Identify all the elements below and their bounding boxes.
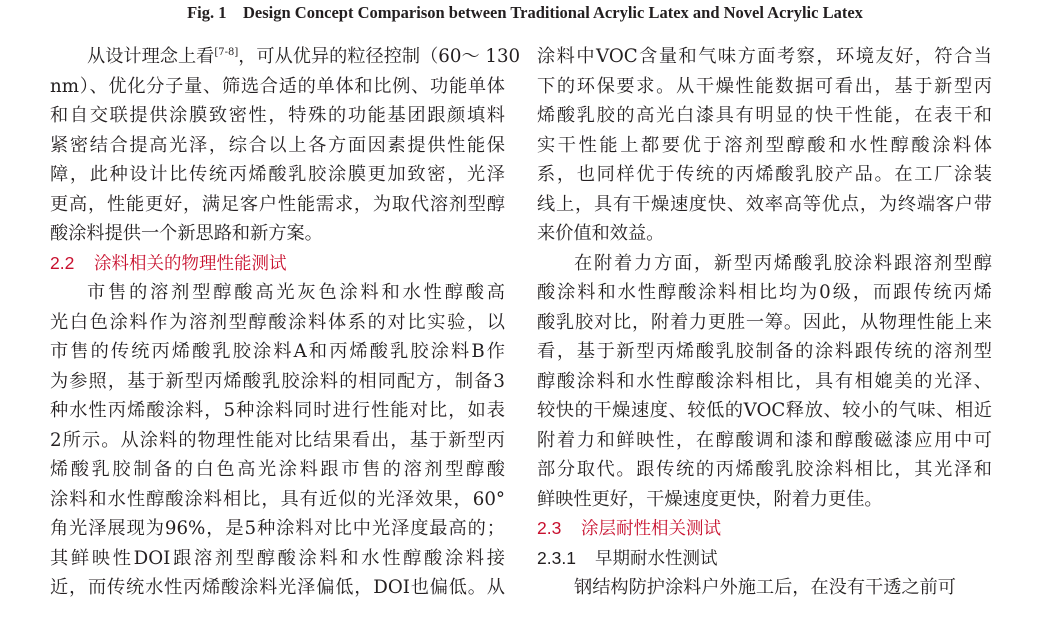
- paragraph-line: 其鲜映性DOI跟溶剂型醇酸涂料和水性醇酸涂料接: [50, 547, 505, 569]
- paragraph-line: nm）、优化分子量、筛选合适的单体和比例、功能单体: [50, 75, 505, 97]
- text-run: 从设计理念上看: [87, 46, 215, 67]
- paragraph-line: 障，此种设计比传统丙烯酸乳胶涂膜更加致密，光泽: [50, 164, 505, 185]
- section-number: 2.2: [50, 252, 75, 273]
- paragraph-line: 看，基于新型丙烯酸乳胶制备的涂料跟传统的溶剂型: [537, 341, 992, 362]
- paragraph-line: 市售的溶剂型醇酸高光灰色涂料和水性醇酸高: [87, 282, 505, 303]
- figure-caption: Fig. 1 Design Concept Comparison between Traditional Acrylic Latex and Novel Acrylic Latex: [187, 3, 863, 22]
- paragraph-line: [50, 42, 521, 72]
- section-heading-2-3-1: [537, 544, 992, 574]
- paragraph-line: 酸涂料和水性醇酸涂料相比均为0级，而跟传统丙烯: [537, 282, 992, 303]
- paragraph-line: 角光泽展现为96%，是5种涂料对比中光泽度最高的；: [50, 518, 505, 539]
- right-column: [537, 42, 992, 603]
- paragraph-line: 钢结构防护涂料户外施工后，在没有干透之前可: [574, 577, 956, 598]
- paragraph-line: 酸涂料提供一个新思路和新方案。: [50, 223, 323, 244]
- paragraph-line: 较快的干燥速度、较低的VOC释放、较小的气味、相近: [537, 400, 992, 421]
- paragraph-line: 部分取代。跟传统的丙烯酸乳胶涂料相比，其光泽和: [537, 459, 992, 480]
- paragraph-line: 醇酸涂料和水性醇酸涂料相比，具有相媲美的光泽、: [537, 370, 992, 392]
- paragraph-line: 在附着力方面，新型丙烯酸乳胶涂料跟溶剂型醇: [574, 252, 992, 274]
- paragraph-line: 和自交联提供涂膜致密性，特殊的功能基团跟颜填料: [50, 105, 505, 126]
- paragraph-line: 酸乳胶对比，附着力更胜一筹。因此，从物理性能上来: [537, 311, 992, 333]
- paragraph-line: 烯酸乳胶的高光白漆具有明显的快干性能，在表干和: [537, 105, 992, 126]
- paragraph-line: 更高，性能更好，满足客户性能需求，为取代溶剂型醇: [50, 193, 505, 215]
- paragraph-line: 光白色涂料作为溶剂型醇酸涂料体系的对比实验，以: [50, 311, 505, 333]
- paragraph-line: 种水性丙烯酸涂料，5种涂料同时进行性能对比，如表: [50, 400, 505, 421]
- paragraph-line: 2所示。从涂料的物理性能对比结果看出，基于新型丙: [50, 429, 505, 451]
- paragraph-line: 实干性能上都要优于溶剂型醇酸和水性醇酸涂料体: [537, 134, 992, 156]
- paragraph-line: 为参照，基于新型丙烯酸乳胶涂料的相同配方，制备3: [50, 370, 505, 392]
- left-column: [50, 42, 521, 603]
- paragraph-line: 近，而传统水性丙烯酸涂料光泽偏低，DOI也偏低。从: [50, 577, 505, 598]
- paragraph-line: 线上，具有干燥速度快、效率高等优点，为终端客户带: [537, 193, 992, 215]
- paragraph-line: 烯酸乳胶制备的白色高光涂料跟市售的溶剂型醇酸: [50, 459, 505, 480]
- section-number: 2.3.1: [537, 547, 576, 568]
- paragraph-line: 附着力和鲜映性，在醇酸调和漆和醇酸磁漆应用中可: [537, 429, 992, 451]
- paragraph-line: 下的环保要求。从干燥性能数据可看出，基于新型丙: [537, 75, 992, 97]
- section-number: 2.3: [537, 518, 562, 538]
- text-run: ，可从优异的粒径控制（60～ 130: [238, 46, 521, 67]
- section-title: 早期耐水性测试: [595, 548, 718, 569]
- section-heading-2-3: [537, 514, 992, 544]
- paragraph-line: 紧密结合提高光泽，综合以上各方面因素提供性能保: [50, 134, 505, 156]
- paragraph-line: 涂料中VOC含量和气味方面考察，环境友好，符合当: [537, 46, 992, 67]
- paragraph-line: 涂料和水性醇酸涂料相比，具有近似的光泽效果，60°: [50, 488, 505, 510]
- section-title: 涂料相关的物理性能测试: [94, 253, 287, 274]
- section-heading-2-2: [50, 249, 505, 279]
- paragraph-line: 市售的传统丙烯酸乳胶涂料A和丙烯酸乳胶涂料B作: [50, 341, 505, 362]
- citation[interactable]: [7-8]: [214, 47, 239, 58]
- section-title: 涂层耐性相关测试: [581, 519, 721, 539]
- paragraph-line: 鲜映性更好，干燥速度更快，附着力更佳。: [537, 488, 883, 510]
- paragraph-line: 系，也同样优于传统的丙烯酸乳胶产品。在工厂涂装: [537, 164, 992, 185]
- paragraph-line: 来价值和效益。: [537, 223, 665, 244]
